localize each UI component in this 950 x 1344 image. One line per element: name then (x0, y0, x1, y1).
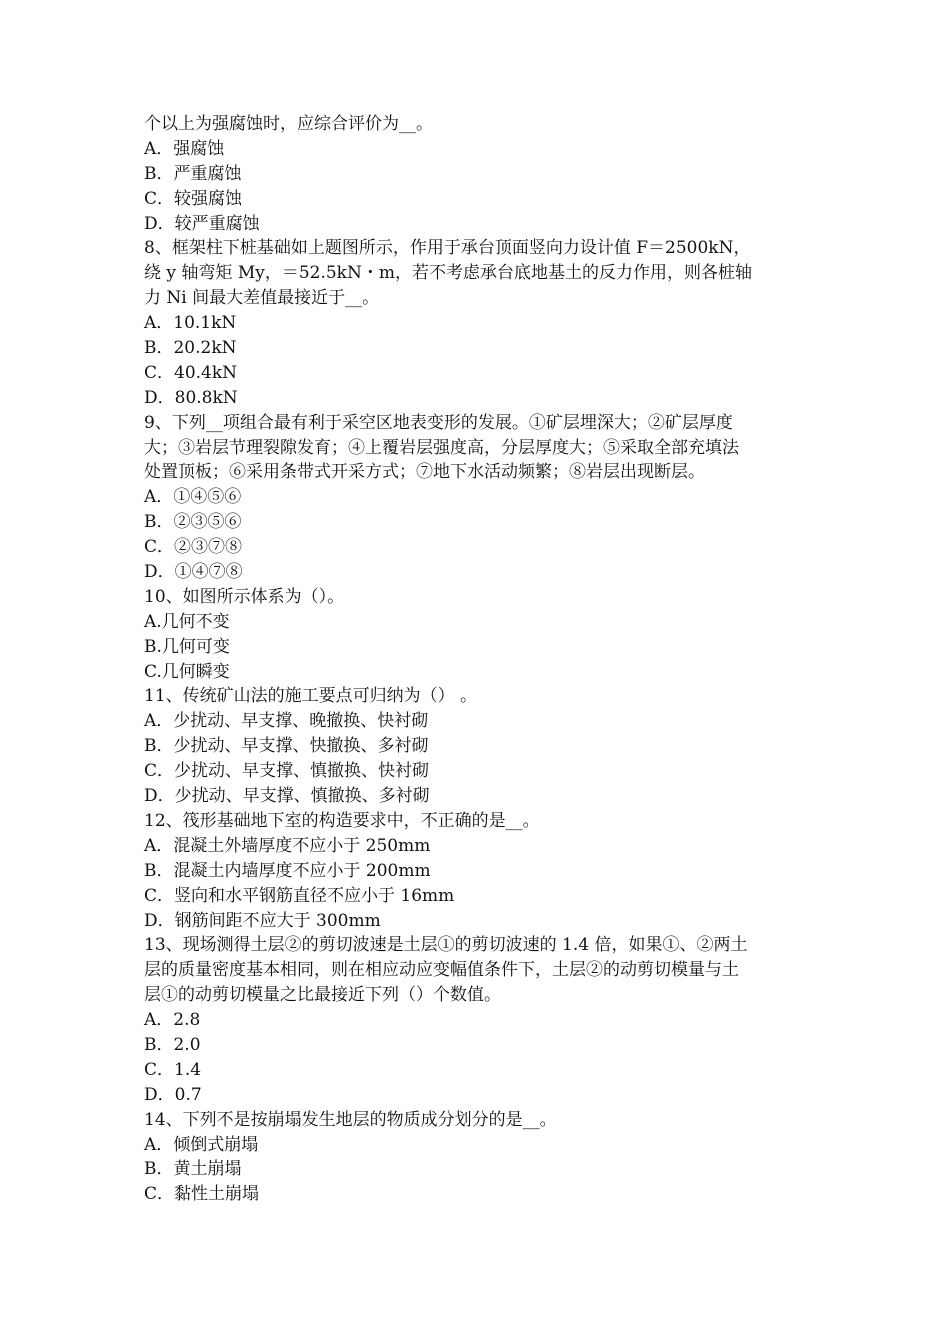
question-10-option-a: A.几何不变 (144, 611, 230, 632)
document-page (144, 112, 812, 1207)
question-11-option-c: C．少扰动、早支撑、慎撤换、快衬砌 (144, 761, 430, 782)
question-7-option-a: A．强腐蚀 (144, 138, 225, 159)
question-12-option-b: B．混凝土内墙厚度不应小于 200mm (144, 860, 431, 881)
question-12-option-a: A．混凝土外墙厚度不应小于 250mm (144, 835, 431, 856)
question-10-stem: 10、如图所示体系为（）。 (144, 586, 345, 607)
question-14-option-a: A．倾倒式崩塌 (144, 1134, 259, 1155)
question-11-stem: 11、传统矿山法的施工要点可归纳为（） 。 (144, 686, 478, 707)
question-12-option-d: D．钢筋间距不应大于 300mm (144, 910, 381, 931)
question-13-stem-line-2: 层的质量密度基本相同，则在相应动应变幅值条件下，土层②的动剪切模量与土 (144, 960, 739, 981)
question-13-stem-line-1: 13、现场测得土层②的剪切波速是土层①的剪切波速的 1.4 倍，如果①、②两土 (144, 935, 748, 956)
question-9-stem-line-3: 处置顶板；⑥采用条带式开采方式；⑦地下水活动频繁；⑧岩层出现断层。 (144, 462, 705, 483)
question-7-option-c: C．较强腐蚀 (144, 188, 243, 209)
question-8-option-d: D．80.8kN (144, 387, 238, 408)
question-14-stem: 14、下列不是按崩塌发生地层的物质成分划分的是__。 (144, 1109, 557, 1130)
question-13-option-c: C．1.4 (144, 1059, 202, 1080)
question-13-option-a: A．2.8 (144, 1010, 201, 1031)
question-8-stem-line-3: 力 Ni 间最大差值最接近于__。 (144, 288, 380, 309)
question-9-option-c: C．②③⑦⑧ (144, 537, 243, 558)
question-10-option-b: B.几何可变 (144, 636, 230, 657)
question-14-option-c: C．黏性土崩塌 (144, 1184, 260, 1205)
question-8-option-c: C．40.4kN (144, 362, 238, 383)
question-8-option-b: B．20.2kN (144, 338, 237, 359)
question-9-option-b: B．②③⑤⑥ (144, 512, 242, 533)
question-11-option-b: B．少扰动、早支撑、快撤换、多衬砌 (144, 736, 429, 757)
question-9-stem-line-1: 9、下列__项组合最有利于采空区地表变形的发展。①矿层埋深大；②矿层厚度 (144, 412, 733, 433)
question-11-option-a: A．少扰动、早支撑、晚撤换、快衬砌 (144, 711, 429, 732)
question-9-option-a: A．①④⑤⑥ (144, 487, 242, 508)
question-9-option-d: D．①④⑦⑧ (144, 562, 243, 583)
question-14-option-b: B．黄土崩塌 (144, 1159, 242, 1180)
question-7-option-d: D．较严重腐蚀 (144, 213, 260, 234)
question-8-stem-line-2: 绕 y 轴弯矩 My，＝52.5kN・m，若不考虑承台底地基土的反力作用，则各桩轴 (144, 263, 752, 284)
question-13-option-d: D．0.7 (144, 1084, 202, 1105)
question-7-stem-end: 个以上为强腐蚀时，应综合评价为__。 (144, 114, 433, 134)
question-11-option-d: D．少扰动、早支撑、慎撤换、多衬砌 (144, 786, 430, 807)
question-12-option-c: C．竖向和水平钢筋直径不应小于 16mm (144, 885, 455, 906)
question-13-stem-line-3: 层①的动剪切模量之比最接近下列（）个数值。 (144, 985, 501, 1006)
question-8-stem-line-1: 8、框架柱下桩基础如上题图所示，作用于承台顶面竖向力设计值 F＝2500kN， (144, 238, 751, 259)
question-7-option-b: B．严重腐蚀 (144, 163, 242, 184)
question-12-stem: 12、筏形基础地下室的构造要求中，不正确的是__。 (144, 810, 540, 831)
question-10-option-c: C.几何瞬变 (144, 661, 230, 682)
question-9-stem-line-2: 大；③岩层节理裂隙发育；④上覆岩层强度高，分层厚度大；⑤采取全部充填法 (144, 437, 739, 458)
question-8-option-a: A．10.1kN (144, 313, 237, 334)
question-13-option-b: B．2.0 (144, 1034, 201, 1055)
